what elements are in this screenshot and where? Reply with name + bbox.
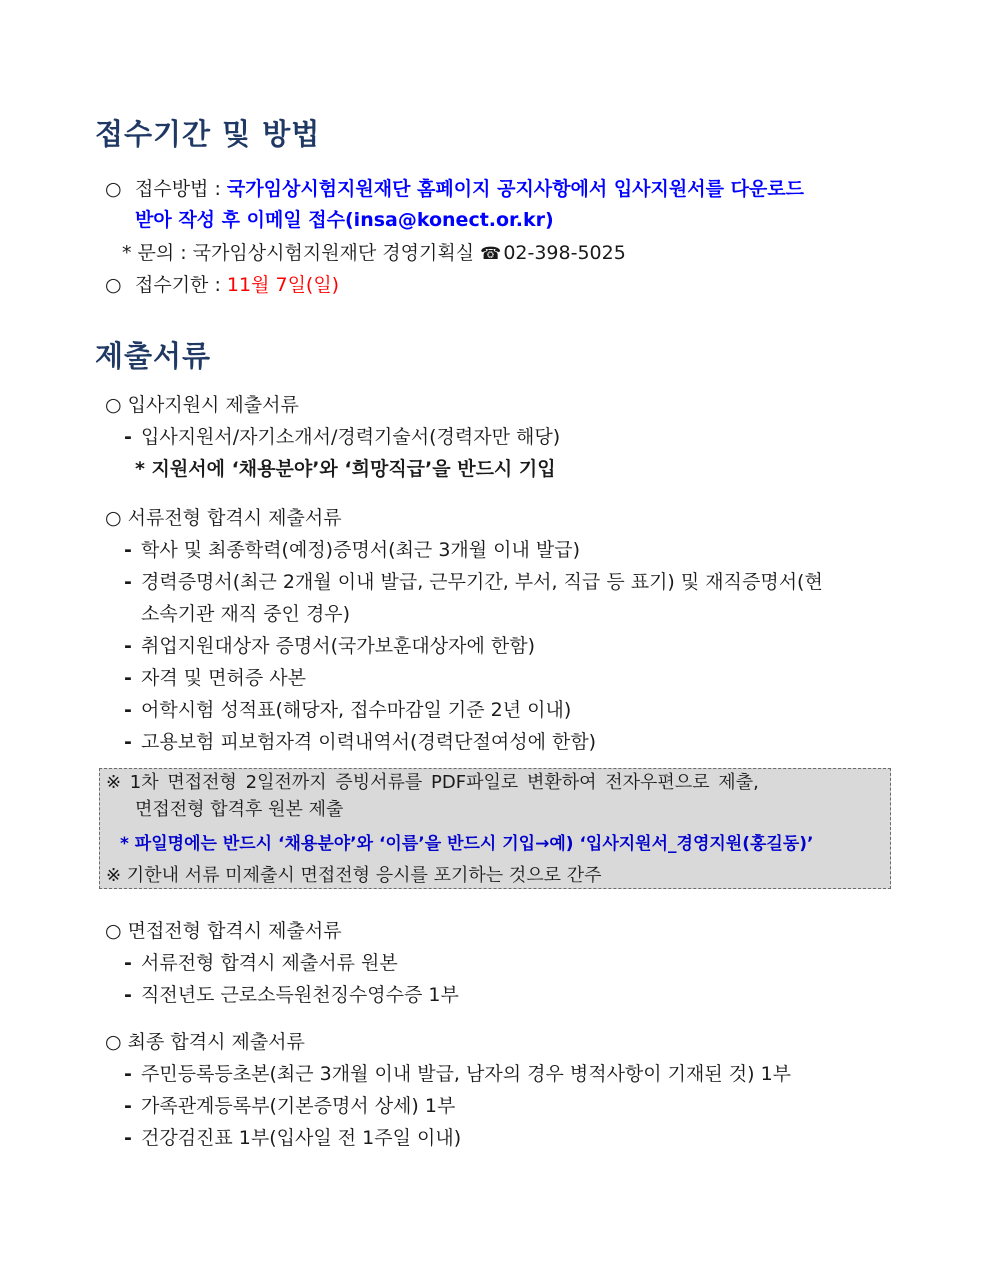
notice-line-4: ※ 기한내 서류 미제출시 면접전형 응시를 포기하는 것으로 간주 <box>106 865 602 886</box>
phone-icon: ☎ <box>480 244 502 264</box>
deadline-line <box>105 273 339 297</box>
list-item-text: 어학시험 성적표(해당자, 접수마감일 기준 2년 이내) <box>141 699 572 721</box>
bullet-circle: ○ <box>105 274 122 296</box>
inquiry-phone: 02-398-5025 <box>503 242 626 264</box>
group-heading-application: ○ 입사지원시 제출서류 <box>105 394 299 416</box>
deadline-label: 접수기한 : <box>135 274 227 296</box>
list-item <box>124 698 571 722</box>
dash-marker: - <box>124 667 132 689</box>
notice-line-1: ※ 1차 면접전형 2일전까지 증빙서류를 PDF파일로 변환하여 전자우편으로 제출, <box>106 772 759 793</box>
list-item-text: 입사지원서/자기소개서/경력기술서(경력자만 해당) <box>141 426 561 448</box>
application-note: * 지원서에 ‘채용분야’와 ‘희망직급’을 반드시 기입 <box>135 458 556 480</box>
method-label: 접수방법 : <box>135 178 227 200</box>
group-heading-final-pass: ○ 최종 합격시 제출서류 <box>105 1031 305 1053</box>
list-item-text: 고용보험 피보험자격 이력내역서(경력단절여성에 한함) <box>141 731 597 753</box>
list-item <box>124 951 398 975</box>
method-line-2 <box>135 208 554 232</box>
dash-marker: - <box>124 1063 132 1085</box>
inquiry-text: * 문의 : 국가임상시험지원재단 경영기획실 <box>122 242 481 264</box>
list-item <box>124 983 459 1007</box>
list-item <box>124 666 306 690</box>
dash-marker: - <box>124 539 132 561</box>
list-item <box>124 1126 461 1150</box>
list-item <box>124 570 823 594</box>
list-item <box>124 730 596 754</box>
list-item <box>124 634 535 658</box>
list-item-text: 주민등록등초본(최근 3개월 이내 발급, 남자의 경우 병적사항이 기재된 것) 1부 <box>141 1063 792 1085</box>
method-text-1: 국가임상시험지원재단 홈페이지 공지사항에서 입사지원서를 다운로드 <box>226 178 804 200</box>
dash-marker: - <box>124 426 132 448</box>
list-item <box>124 1094 455 1118</box>
dash-marker: - <box>124 952 132 974</box>
method-line-1 <box>105 177 804 201</box>
notice-line-2: 면접전형 합격후 원본 제출 <box>135 799 344 820</box>
dash-marker: - <box>124 635 132 657</box>
dash-marker: - <box>124 731 132 753</box>
notice-line-3: * 파일명에는 반드시 ‘채용분야’와 ‘이름’을 반드시 기입→예) ‘입사지원서_경영지원(홍길동)’ <box>120 834 814 854</box>
deadline-value: 11월 7일(일) <box>226 274 340 296</box>
list-item <box>124 538 580 562</box>
dash-marker: - <box>124 1095 132 1117</box>
dash-marker: - <box>124 699 132 721</box>
group-heading-document-pass: ○ 서류전형 합격시 제출서류 <box>105 507 342 529</box>
list-item <box>124 425 560 449</box>
section-title-application-period: 접수기간 및 방법 <box>95 117 321 151</box>
dash-marker: - <box>124 984 132 1006</box>
list-item <box>124 1062 791 1086</box>
list-item-text: 자격 및 면허증 사본 <box>141 667 306 689</box>
list-item-text: 가족관계등록부(기본증명서 상세) 1부 <box>141 1095 456 1117</box>
inquiry-line <box>122 241 626 266</box>
section-title-documents: 제출서류 <box>95 339 212 373</box>
list-item-text: 취업지원대상자 증명서(국가보훈대상자에 한함) <box>141 635 535 657</box>
list-item-continuation: 소속기관 재직 중인 경우) <box>141 603 351 625</box>
method-text-2: 받아 작성 후 이메일 접수(insa@konect.or.kr) <box>135 209 554 231</box>
dash-marker: - <box>124 571 132 593</box>
list-item-text: 직전년도 근로소득원천징수영수증 1부 <box>141 984 459 1006</box>
group-heading-interview-pass: ○ 면접전형 합격시 제출서류 <box>105 920 342 942</box>
list-item-text: 서류전형 합격시 제출서류 원본 <box>141 952 398 974</box>
dash-marker: - <box>124 1127 132 1149</box>
list-item-text: 건강검진표 1부(입사일 전 1주일 이내) <box>141 1127 462 1149</box>
bullet-circle: ○ <box>105 178 122 200</box>
list-item-text: 학사 및 최종학력(예정)증명서(최근 3개월 이내 발급) <box>141 539 581 561</box>
list-item-text: 경력증명서(최근 2개월 이내 발급, 근무기간, 부서, 직급 등 표기) 및 재직증명서(현 <box>141 571 823 593</box>
